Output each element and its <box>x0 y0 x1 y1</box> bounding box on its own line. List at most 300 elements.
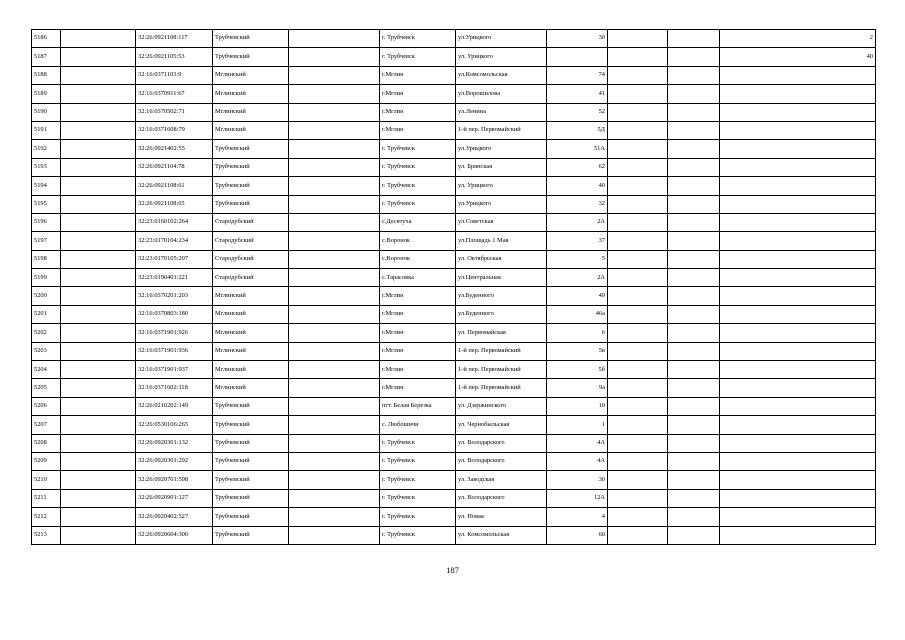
quantity-cell <box>720 269 876 287</box>
quantity-cell <box>720 342 876 360</box>
street-cell: ул. Дзержинского <box>456 397 547 415</box>
blank-2-cell <box>608 140 668 158</box>
blank-1-cell <box>289 158 380 176</box>
cadastral-number-cell: 32:16:0371901:926 <box>136 324 213 342</box>
house-number-cell: 5 <box>547 250 608 268</box>
district-cell: Трубчевский <box>213 195 289 213</box>
locality-cell: г. Трубчевск <box>380 434 456 452</box>
cadastral-number-cell: 32:26:0920901:127 <box>136 489 213 507</box>
locality-cell: г.Мглин <box>380 66 456 84</box>
blank-1-cell <box>289 140 380 158</box>
house-number-cell: 30 <box>547 471 608 489</box>
house-number-cell: 32 <box>547 195 608 213</box>
district-cell: Мглинский <box>213 324 289 342</box>
blank-cell <box>61 287 136 305</box>
blank-cell <box>61 103 136 121</box>
blank-3-cell <box>668 361 720 379</box>
house-number-cell: 41 <box>547 85 608 103</box>
locality-cell: г. Трубчевск <box>380 452 456 470</box>
district-cell: Мглинский <box>213 85 289 103</box>
table-row <box>32 508 876 526</box>
street-cell: ул. Новая <box>456 508 547 526</box>
quantity-cell: 40 <box>720 48 876 66</box>
cadastral-number-cell: 32:16:0371608:79 <box>136 121 213 139</box>
blank-cell <box>61 324 136 342</box>
blank-cell <box>61 416 136 434</box>
registry-table <box>31 29 876 545</box>
quantity-cell <box>720 324 876 342</box>
row-number-cell: 5204 <box>32 361 61 379</box>
table-row <box>32 489 876 507</box>
table-row <box>32 85 876 103</box>
cadastral-number-cell: 32:16:0370201:203 <box>136 287 213 305</box>
row-number-cell: 5208 <box>32 434 61 452</box>
locality-cell: с.Воронок <box>380 232 456 250</box>
house-number-cell: 4А <box>547 452 608 470</box>
quantity-cell <box>720 526 876 544</box>
blank-cell <box>61 121 136 139</box>
table-row <box>32 158 876 176</box>
blank-cell <box>61 213 136 231</box>
house-number-cell: 4 <box>547 508 608 526</box>
house-number-cell: 62 <box>547 158 608 176</box>
locality-cell: г.Мглин <box>380 85 456 103</box>
cadastral-number-cell: 32:23:0170104:234 <box>136 232 213 250</box>
blank-2-cell <box>608 269 668 287</box>
row-number-cell: 5192 <box>32 140 61 158</box>
street-cell: ул. Урицкого <box>456 48 547 66</box>
locality-cell: г. Трубчевск <box>380 489 456 507</box>
blank-3-cell <box>668 416 720 434</box>
blank-1-cell <box>289 526 380 544</box>
table-row <box>32 397 876 415</box>
cadastral-number-cell: 32:16:0370803:180 <box>136 305 213 323</box>
quantity-cell <box>720 305 876 323</box>
blank-1-cell <box>289 471 380 489</box>
blank-cell <box>61 66 136 84</box>
cadastral-number-cell: 32:23:0160102:264 <box>136 213 213 231</box>
cadastral-number-cell: 32:26:0921108:117 <box>136 30 213 48</box>
cadastral-number-cell: 32:26:0920301:292 <box>136 452 213 470</box>
cadastral-number-cell: 32:26:0921105:53 <box>136 48 213 66</box>
blank-3-cell <box>668 452 720 470</box>
quantity-cell <box>720 379 876 397</box>
blank-3-cell <box>668 232 720 250</box>
blank-1-cell <box>289 324 380 342</box>
blank-3-cell <box>668 121 720 139</box>
quantity-cell <box>720 452 876 470</box>
district-cell: Трубчевский <box>213 140 289 158</box>
house-number-cell: 6 <box>547 324 608 342</box>
blank-2-cell <box>608 30 668 48</box>
blank-3-cell <box>668 305 720 323</box>
blank-2-cell <box>608 121 668 139</box>
locality-cell: г.Мглин <box>380 121 456 139</box>
blank-1-cell <box>289 66 380 84</box>
row-number-cell: 5205 <box>32 379 61 397</box>
cadastral-number-cell: 32:16:0371901:936 <box>136 342 213 360</box>
locality-cell: г. Трубчевск <box>380 195 456 213</box>
blank-2-cell <box>608 416 668 434</box>
blank-cell <box>61 489 136 507</box>
locality-cell: г. Трубчевск <box>380 30 456 48</box>
cadastral-number-cell: 32:26:0920402:527 <box>136 508 213 526</box>
district-cell: Трубчевский <box>213 397 289 415</box>
locality-cell: г.Мглин <box>380 361 456 379</box>
blank-cell <box>61 195 136 213</box>
street-cell: 1-й пер. Первомайский <box>456 361 547 379</box>
street-cell: 1-й пер. Первомайский <box>456 121 547 139</box>
table-row <box>32 416 876 434</box>
blank-1-cell <box>289 416 380 434</box>
locality-cell: г.Мглин <box>380 287 456 305</box>
street-cell: ул.Буденного <box>456 305 547 323</box>
street-cell: ул. Комсомольская <box>456 526 547 544</box>
cadastral-number-cell: 32:26:0921108:61 <box>136 177 213 195</box>
house-number-cell: 51А <box>547 140 608 158</box>
street-cell: ул. Урицкого <box>456 177 547 195</box>
blank-2-cell <box>608 452 668 470</box>
quantity-cell <box>720 66 876 84</box>
row-number-cell: 5188 <box>32 66 61 84</box>
house-number-cell: 40 <box>547 177 608 195</box>
street-cell: ул.Советская <box>456 213 547 231</box>
row-number-cell: 5202 <box>32 324 61 342</box>
blank-2-cell <box>608 489 668 507</box>
row-number-cell: 5189 <box>32 85 61 103</box>
blank-cell <box>61 471 136 489</box>
blank-1-cell <box>289 177 380 195</box>
table-row <box>32 140 876 158</box>
blank-2-cell <box>608 66 668 84</box>
street-cell: ул. Володарского <box>456 434 547 452</box>
row-number-cell: 5193 <box>32 158 61 176</box>
blank-3-cell <box>668 250 720 268</box>
blank-2-cell <box>608 305 668 323</box>
blank-cell <box>61 342 136 360</box>
quantity-cell: 2 <box>720 30 876 48</box>
house-number-cell: 12А <box>547 489 608 507</box>
blank-2-cell <box>608 342 668 360</box>
blank-2-cell <box>608 361 668 379</box>
quantity-cell <box>720 508 876 526</box>
cadastral-number-cell: 32:26:0921108:65 <box>136 195 213 213</box>
row-number-cell: 5186 <box>32 30 61 48</box>
locality-cell: г.Мглин <box>380 342 456 360</box>
row-number-cell: 5191 <box>32 121 61 139</box>
blank-1-cell <box>289 250 380 268</box>
table-row <box>32 250 876 268</box>
quantity-cell <box>720 434 876 452</box>
row-number-cell: 5199 <box>32 269 61 287</box>
street-cell: ул. Володарского <box>456 452 547 470</box>
blank-2-cell <box>608 48 668 66</box>
table-row <box>32 213 876 231</box>
cadastral-number-cell: 32:16:0371602:118 <box>136 379 213 397</box>
district-cell: Стародубский <box>213 250 289 268</box>
street-cell: ул.Буденного <box>456 287 547 305</box>
district-cell: Мглинский <box>213 66 289 84</box>
blank-1-cell <box>289 269 380 287</box>
page-number: 187 <box>446 565 459 575</box>
row-number-cell: 5197 <box>32 232 61 250</box>
row-number-cell: 5207 <box>32 416 61 434</box>
house-number-cell: 46а <box>547 305 608 323</box>
house-number-cell: 30 <box>547 30 608 48</box>
row-number-cell: 5190 <box>32 103 61 121</box>
row-number-cell: 5200 <box>32 287 61 305</box>
blank-cell <box>61 269 136 287</box>
blank-1-cell <box>289 213 380 231</box>
table-row <box>32 66 876 84</box>
locality-cell: г. Трубчевск <box>380 177 456 195</box>
street-cell: ул.Ворошилова <box>456 85 547 103</box>
blank-2-cell <box>608 158 668 176</box>
quantity-cell <box>720 361 876 379</box>
blank-2-cell <box>608 471 668 489</box>
blank-cell <box>61 305 136 323</box>
blank-3-cell <box>668 140 720 158</box>
district-cell: Мглинский <box>213 121 289 139</box>
row-number-cell: 5194 <box>32 177 61 195</box>
blank-3-cell <box>668 66 720 84</box>
street-cell: 1-й пер. Первомайский <box>456 342 547 360</box>
blank-3-cell <box>668 48 720 66</box>
house-number-cell: 5в <box>547 342 608 360</box>
quantity-cell <box>720 121 876 139</box>
district-cell: Стародубский <box>213 232 289 250</box>
blank-2-cell <box>608 250 668 268</box>
cadastral-number-cell: 32:26:0920701:598 <box>136 471 213 489</box>
blank-1-cell <box>289 397 380 415</box>
district-cell: Трубчевский <box>213 30 289 48</box>
house-number-cell: 37 <box>547 232 608 250</box>
blank-3-cell <box>668 508 720 526</box>
blank-2-cell <box>608 434 668 452</box>
blank-cell <box>61 140 136 158</box>
blank-2-cell <box>608 287 668 305</box>
row-number-cell: 5210 <box>32 471 61 489</box>
blank-1-cell <box>289 508 380 526</box>
blank-2-cell <box>608 508 668 526</box>
locality-cell: г.Мглин <box>380 379 456 397</box>
blank-cell <box>61 232 136 250</box>
locality-cell: г. Трубчевск <box>380 158 456 176</box>
blank-2-cell <box>608 526 668 544</box>
blank-3-cell <box>668 177 720 195</box>
blank-cell <box>61 397 136 415</box>
row-number-cell: 5203 <box>32 342 61 360</box>
blank-cell <box>61 177 136 195</box>
district-cell: Мглинский <box>213 103 289 121</box>
quantity-cell <box>720 489 876 507</box>
row-number-cell: 5209 <box>32 452 61 470</box>
blank-2-cell <box>608 232 668 250</box>
blank-3-cell <box>668 471 720 489</box>
blank-2-cell <box>608 379 668 397</box>
district-cell: Мглинский <box>213 287 289 305</box>
blank-3-cell <box>668 103 720 121</box>
cadastral-number-cell: 32:26:0920301:132 <box>136 434 213 452</box>
blank-cell <box>61 508 136 526</box>
blank-1-cell <box>289 48 380 66</box>
cadastral-number-cell: 32:23:0190401:221 <box>136 269 213 287</box>
table-row <box>32 526 876 544</box>
cadastral-number-cell: 32:26:0920604:300 <box>136 526 213 544</box>
district-cell: Трубчевский <box>213 508 289 526</box>
district-cell: Мглинский <box>213 342 289 360</box>
blank-1-cell <box>289 342 380 360</box>
table-row <box>32 48 876 66</box>
blank-1-cell <box>289 489 380 507</box>
locality-cell: г. Трубчевск <box>380 140 456 158</box>
blank-cell <box>61 48 136 66</box>
table-row <box>32 121 876 139</box>
blank-cell <box>61 452 136 470</box>
house-number-cell: 49 <box>547 287 608 305</box>
blank-3-cell <box>668 213 720 231</box>
district-cell: Трубчевский <box>213 416 289 434</box>
cadastral-number-cell: 32:26:0921402:55 <box>136 140 213 158</box>
locality-cell: г.Мглин <box>380 324 456 342</box>
row-number-cell: 5195 <box>32 195 61 213</box>
quantity-cell <box>720 471 876 489</box>
table-row <box>32 452 876 470</box>
house-number-cell: 52 <box>547 103 608 121</box>
street-cell: ул. Заводская <box>456 471 547 489</box>
quantity-cell <box>720 250 876 268</box>
row-number-cell: 5198 <box>32 250 61 268</box>
locality-cell: с.Воронок <box>380 250 456 268</box>
house-number-cell: 60 <box>547 526 608 544</box>
blank-1-cell <box>289 195 380 213</box>
blank-cell <box>61 30 136 48</box>
street-cell: ул. Брянская <box>456 158 547 176</box>
row-number-cell: 5211 <box>32 489 61 507</box>
table-row <box>32 471 876 489</box>
house-number-cell: 2А <box>547 213 608 231</box>
district-cell: Трубчевский <box>213 177 289 195</box>
house-number-cell: 5б <box>547 361 608 379</box>
locality-cell: пгт. Белая Березка <box>380 397 456 415</box>
blank-cell <box>61 250 136 268</box>
table-row <box>32 434 876 452</box>
district-cell: Стародубский <box>213 269 289 287</box>
locality-cell: г.Мглин <box>380 103 456 121</box>
blank-2-cell <box>608 103 668 121</box>
blank-2-cell <box>608 85 668 103</box>
blank-cell <box>61 526 136 544</box>
district-cell: Стародубский <box>213 213 289 231</box>
quantity-cell <box>720 158 876 176</box>
blank-cell <box>61 158 136 176</box>
blank-1-cell <box>289 379 380 397</box>
blank-3-cell <box>668 158 720 176</box>
district-cell: Трубчевский <box>213 471 289 489</box>
locality-cell: г. Трубчевск <box>380 48 456 66</box>
table-row <box>32 177 876 195</box>
blank-3-cell <box>668 434 720 452</box>
blank-1-cell <box>289 30 380 48</box>
table-row <box>32 103 876 121</box>
quantity-cell <box>720 397 876 415</box>
cadastral-number-cell: 32:16:0370911:67 <box>136 85 213 103</box>
table-row <box>32 195 876 213</box>
quantity-cell <box>720 416 876 434</box>
locality-cell: с.Тарасовка <box>380 269 456 287</box>
blank-1-cell <box>289 121 380 139</box>
cadastral-number-cell: 32:26:0530106:265 <box>136 416 213 434</box>
row-number-cell: 5187 <box>32 48 61 66</box>
district-cell: Трубчевский <box>213 526 289 544</box>
locality-cell: г. Трубчевск <box>380 508 456 526</box>
street-cell: ул.Урицкого <box>456 30 547 48</box>
table-body <box>32 30 876 545</box>
blank-cell <box>61 434 136 452</box>
house-number-cell: 74 <box>547 66 608 84</box>
district-cell: Трубчевский <box>213 452 289 470</box>
blank-1-cell <box>289 361 380 379</box>
district-cell: Мглинский <box>213 305 289 323</box>
blank-cell <box>61 361 136 379</box>
locality-cell: г.Мглин <box>380 305 456 323</box>
street-cell: ул.Ленина <box>456 103 547 121</box>
quantity-cell <box>720 195 876 213</box>
district-cell: Трубчевский <box>213 158 289 176</box>
blank-2-cell <box>608 177 668 195</box>
table-row <box>32 305 876 323</box>
house-number-cell: 10 <box>547 397 608 415</box>
cadastral-number-cell: 32:16:0371103:9 <box>136 66 213 84</box>
house-number-cell: 4А <box>547 434 608 452</box>
blank-3-cell <box>668 379 720 397</box>
table-row <box>32 269 876 287</box>
quantity-cell <box>720 232 876 250</box>
street-cell: 1-й пер. Первомайский <box>456 379 547 397</box>
table-row <box>32 342 876 360</box>
blank-1-cell <box>289 287 380 305</box>
house-number-cell: 5Д <box>547 121 608 139</box>
row-number-cell: 5201 <box>32 305 61 323</box>
district-cell: Мглинский <box>213 379 289 397</box>
quantity-cell <box>720 177 876 195</box>
locality-cell: с.Десятуха <box>380 213 456 231</box>
cadastral-number-cell: 32:23:0170105:207 <box>136 250 213 268</box>
row-number-cell: 5212 <box>32 508 61 526</box>
district-cell: Трубчевский <box>213 48 289 66</box>
quantity-cell <box>720 140 876 158</box>
blank-3-cell <box>668 526 720 544</box>
cadastral-number-cell: 32:16:0371901:937 <box>136 361 213 379</box>
blank-3-cell <box>668 489 720 507</box>
street-cell: ул.Урицкого <box>456 140 547 158</box>
blank-1-cell <box>289 305 380 323</box>
row-number-cell: 5206 <box>32 397 61 415</box>
house-number-cell: 1 <box>547 416 608 434</box>
table-row <box>32 232 876 250</box>
cadastral-number-cell: 32:16:0370502:71 <box>136 103 213 121</box>
blank-1-cell <box>289 452 380 470</box>
street-cell: ул.Урицкого <box>456 195 547 213</box>
quantity-cell <box>720 287 876 305</box>
street-cell: ул. Володарского <box>456 489 547 507</box>
blank-3-cell <box>668 269 720 287</box>
district-cell: Мглинский <box>213 361 289 379</box>
locality-cell: с. Любошичи <box>380 416 456 434</box>
table-row <box>32 324 876 342</box>
blank-3-cell <box>668 30 720 48</box>
blank-3-cell <box>668 324 720 342</box>
